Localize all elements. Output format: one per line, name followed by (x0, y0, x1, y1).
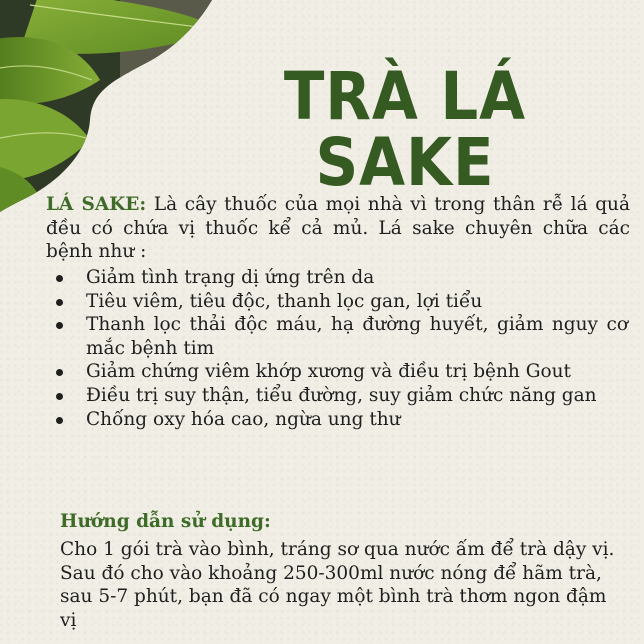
bullet-icon (56, 275, 63, 282)
bullet-icon (56, 393, 63, 400)
intro-text: Là cây thuốc của mọi nhà vì trong thân rễ lá quả đều có chứa vị thuốc kể cả mủ. Lá sake chuyên chữa các bệnh như : (46, 194, 630, 263)
list-item-text: Tiêu viêm, tiêu độc, thanh lọc gan, lợi tiểu (86, 290, 483, 312)
list-item-text: Chống oxy hóa cao, ngừa ung thư (86, 408, 401, 430)
bullet-icon (56, 417, 63, 424)
list-item (46, 266, 628, 290)
list-item-text: Giảm chứng viêm khớp xương và điều trị bệnh Gout (86, 361, 571, 383)
intro-paragraph (46, 193, 630, 264)
list-item (46, 408, 628, 432)
bullet-icon (56, 299, 63, 306)
page-title: TRÀ LÁ SAKE (283, 58, 527, 201)
list-item-text: Thanh lọc thải độc máu, hạ đường huyết, giảm nguy cơ mắc bệnh tim (86, 314, 628, 359)
list-item (46, 360, 628, 384)
list-item (46, 313, 628, 360)
list-item-text: Giảm tình trạng dị ứng trên da (86, 267, 375, 288)
intro-lead: LÁ SAKE: (46, 194, 147, 215)
list-item (46, 290, 628, 314)
bullet-icon (56, 369, 63, 376)
list-item-text: Điều trị suy thận, tiểu đường, suy giảm chức năng gan (86, 384, 597, 406)
bullet-icon (56, 322, 63, 329)
usage-heading: Hướng dẫn sử dụng: (60, 511, 271, 532)
usage-text: Cho 1 gói trà vào bình, tráng sơ qua nước ấm để trà dậy vị. Sau đó cho vào khoảng 250-300ml nước nóng để hãm trà, sau 5-7 phút, bạn đã có ngay một bình trà thơm ngon đậm vị (60, 539, 615, 631)
list-item (46, 384, 628, 408)
benefits-list (46, 266, 628, 431)
